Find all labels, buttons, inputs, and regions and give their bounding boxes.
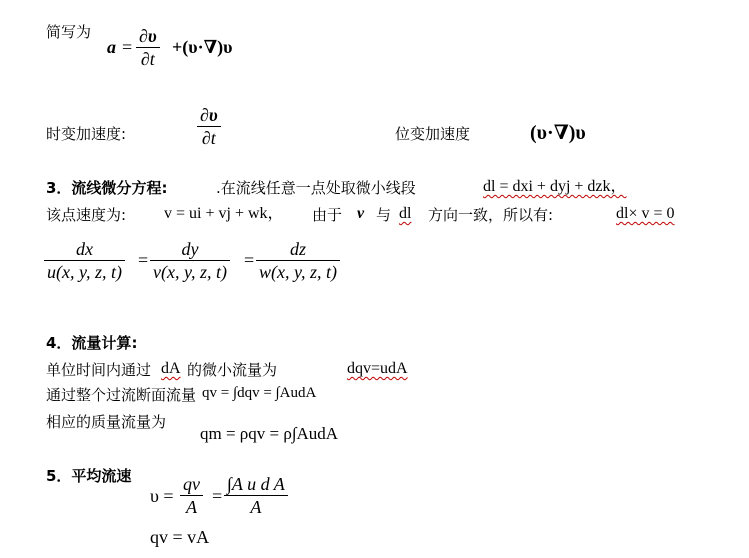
convective-term <box>172 37 233 57</box>
dA-text: dA <box>161 360 181 377</box>
section4-line2-text: 通过整个过流断面流量 <box>46 386 197 404</box>
mean-velocity-fraction-1 <box>180 473 203 518</box>
local-acceleration-fraction <box>197 104 221 149</box>
acceleration-symbol: a <box>107 37 116 57</box>
dA-symbol <box>161 359 181 379</box>
local-denominator: ∂t <box>201 128 216 148</box>
streamline-fraction-3 <box>256 238 340 283</box>
velocity-symbol: v <box>357 205 365 222</box>
fraction-denominator: ∂t <box>140 49 155 69</box>
local-acceleration-label: 时变加速度: <box>46 125 127 143</box>
streamline-num-1: dx <box>75 239 93 259</box>
abbrev-label: 简写为 <box>46 23 92 41</box>
streamline-equals-1: = <box>138 250 149 270</box>
convective-term-text: +(υ·∇)υ <box>172 37 233 57</box>
cross-product-condition <box>616 204 675 224</box>
differential-flow-text: dqv=udA <box>347 360 408 377</box>
section5-heading: 5．平均流速 <box>46 467 132 485</box>
fraction-numerator: ∂υ <box>139 26 157 46</box>
mean-velocity-fraction-2 <box>224 473 288 518</box>
cross-product-text: dl× v = 0 <box>616 205 675 222</box>
mean-velocity-lhs: υ = <box>150 486 174 506</box>
total-derivative-fraction <box>136 25 160 70</box>
streamline-fraction-1 <box>44 238 125 283</box>
mean-velocity-num-2: ∫A u d A <box>227 474 285 494</box>
section3-heading: 3．流线微分方程: <box>46 179 168 197</box>
mean-velocity-den-2: A <box>250 497 262 517</box>
streamline-den-1: u(x, y, z, t) <box>47 262 122 282</box>
equals-sign: = <box>122 37 133 57</box>
convective-acceleration-expr: (υ·∇)υ <box>530 122 586 144</box>
mean-velocity-num-1: qv <box>183 474 200 494</box>
mean-velocity-den-1: A <box>186 497 197 517</box>
convective-acceleration-label: 位变加速度 <box>395 125 471 143</box>
section4-line1-text: 单位时间内通过 <box>46 361 152 379</box>
volume-flow-expr: qv = ∫dqv = ∫AudA <box>202 385 317 401</box>
section3-same-direction: 方向一致，所以有: <box>428 206 554 224</box>
section4-heading: 4．流量计算: <box>46 334 138 352</box>
mean-velocity-equals: = <box>212 486 223 506</box>
streamline-fraction-2 <box>150 238 230 283</box>
streamline-den-2: v(x, y, z, t) <box>153 262 227 282</box>
section3-because: 由于 <box>312 206 343 224</box>
section3-line1-text: .在流线任意一点处取微小线段 <box>216 179 416 197</box>
streamline-num-3: dz <box>289 239 306 259</box>
dl-text: dl <box>399 205 412 222</box>
streamline-num-2: dy <box>181 239 199 259</box>
differential-flow-expr <box>347 359 408 379</box>
section4-line3-text: 相应的质量流量为 <box>46 413 167 431</box>
velocity-expr: v = ui + vj + wk， <box>164 205 284 222</box>
section4-line1-text-b: 的微小流量为 <box>187 361 278 379</box>
dl-symbol <box>399 204 411 224</box>
mass-flow-expr: qm = ρqv = ρ∫AudA <box>200 424 339 443</box>
streamline-den-3: w(x, y, z, t) <box>259 262 337 282</box>
streamline-equals-2: = <box>244 250 255 270</box>
line-element-expr <box>483 177 627 197</box>
section3-and: 与 <box>376 206 392 224</box>
line-element-text: dl = dxi + dyj + dzk， <box>483 178 627 195</box>
volume-flow-relation: qv = vA <box>150 527 210 547</box>
local-numerator: ∂υ <box>200 105 218 125</box>
section3-velocity-label: 该点速度为: <box>46 206 127 224</box>
